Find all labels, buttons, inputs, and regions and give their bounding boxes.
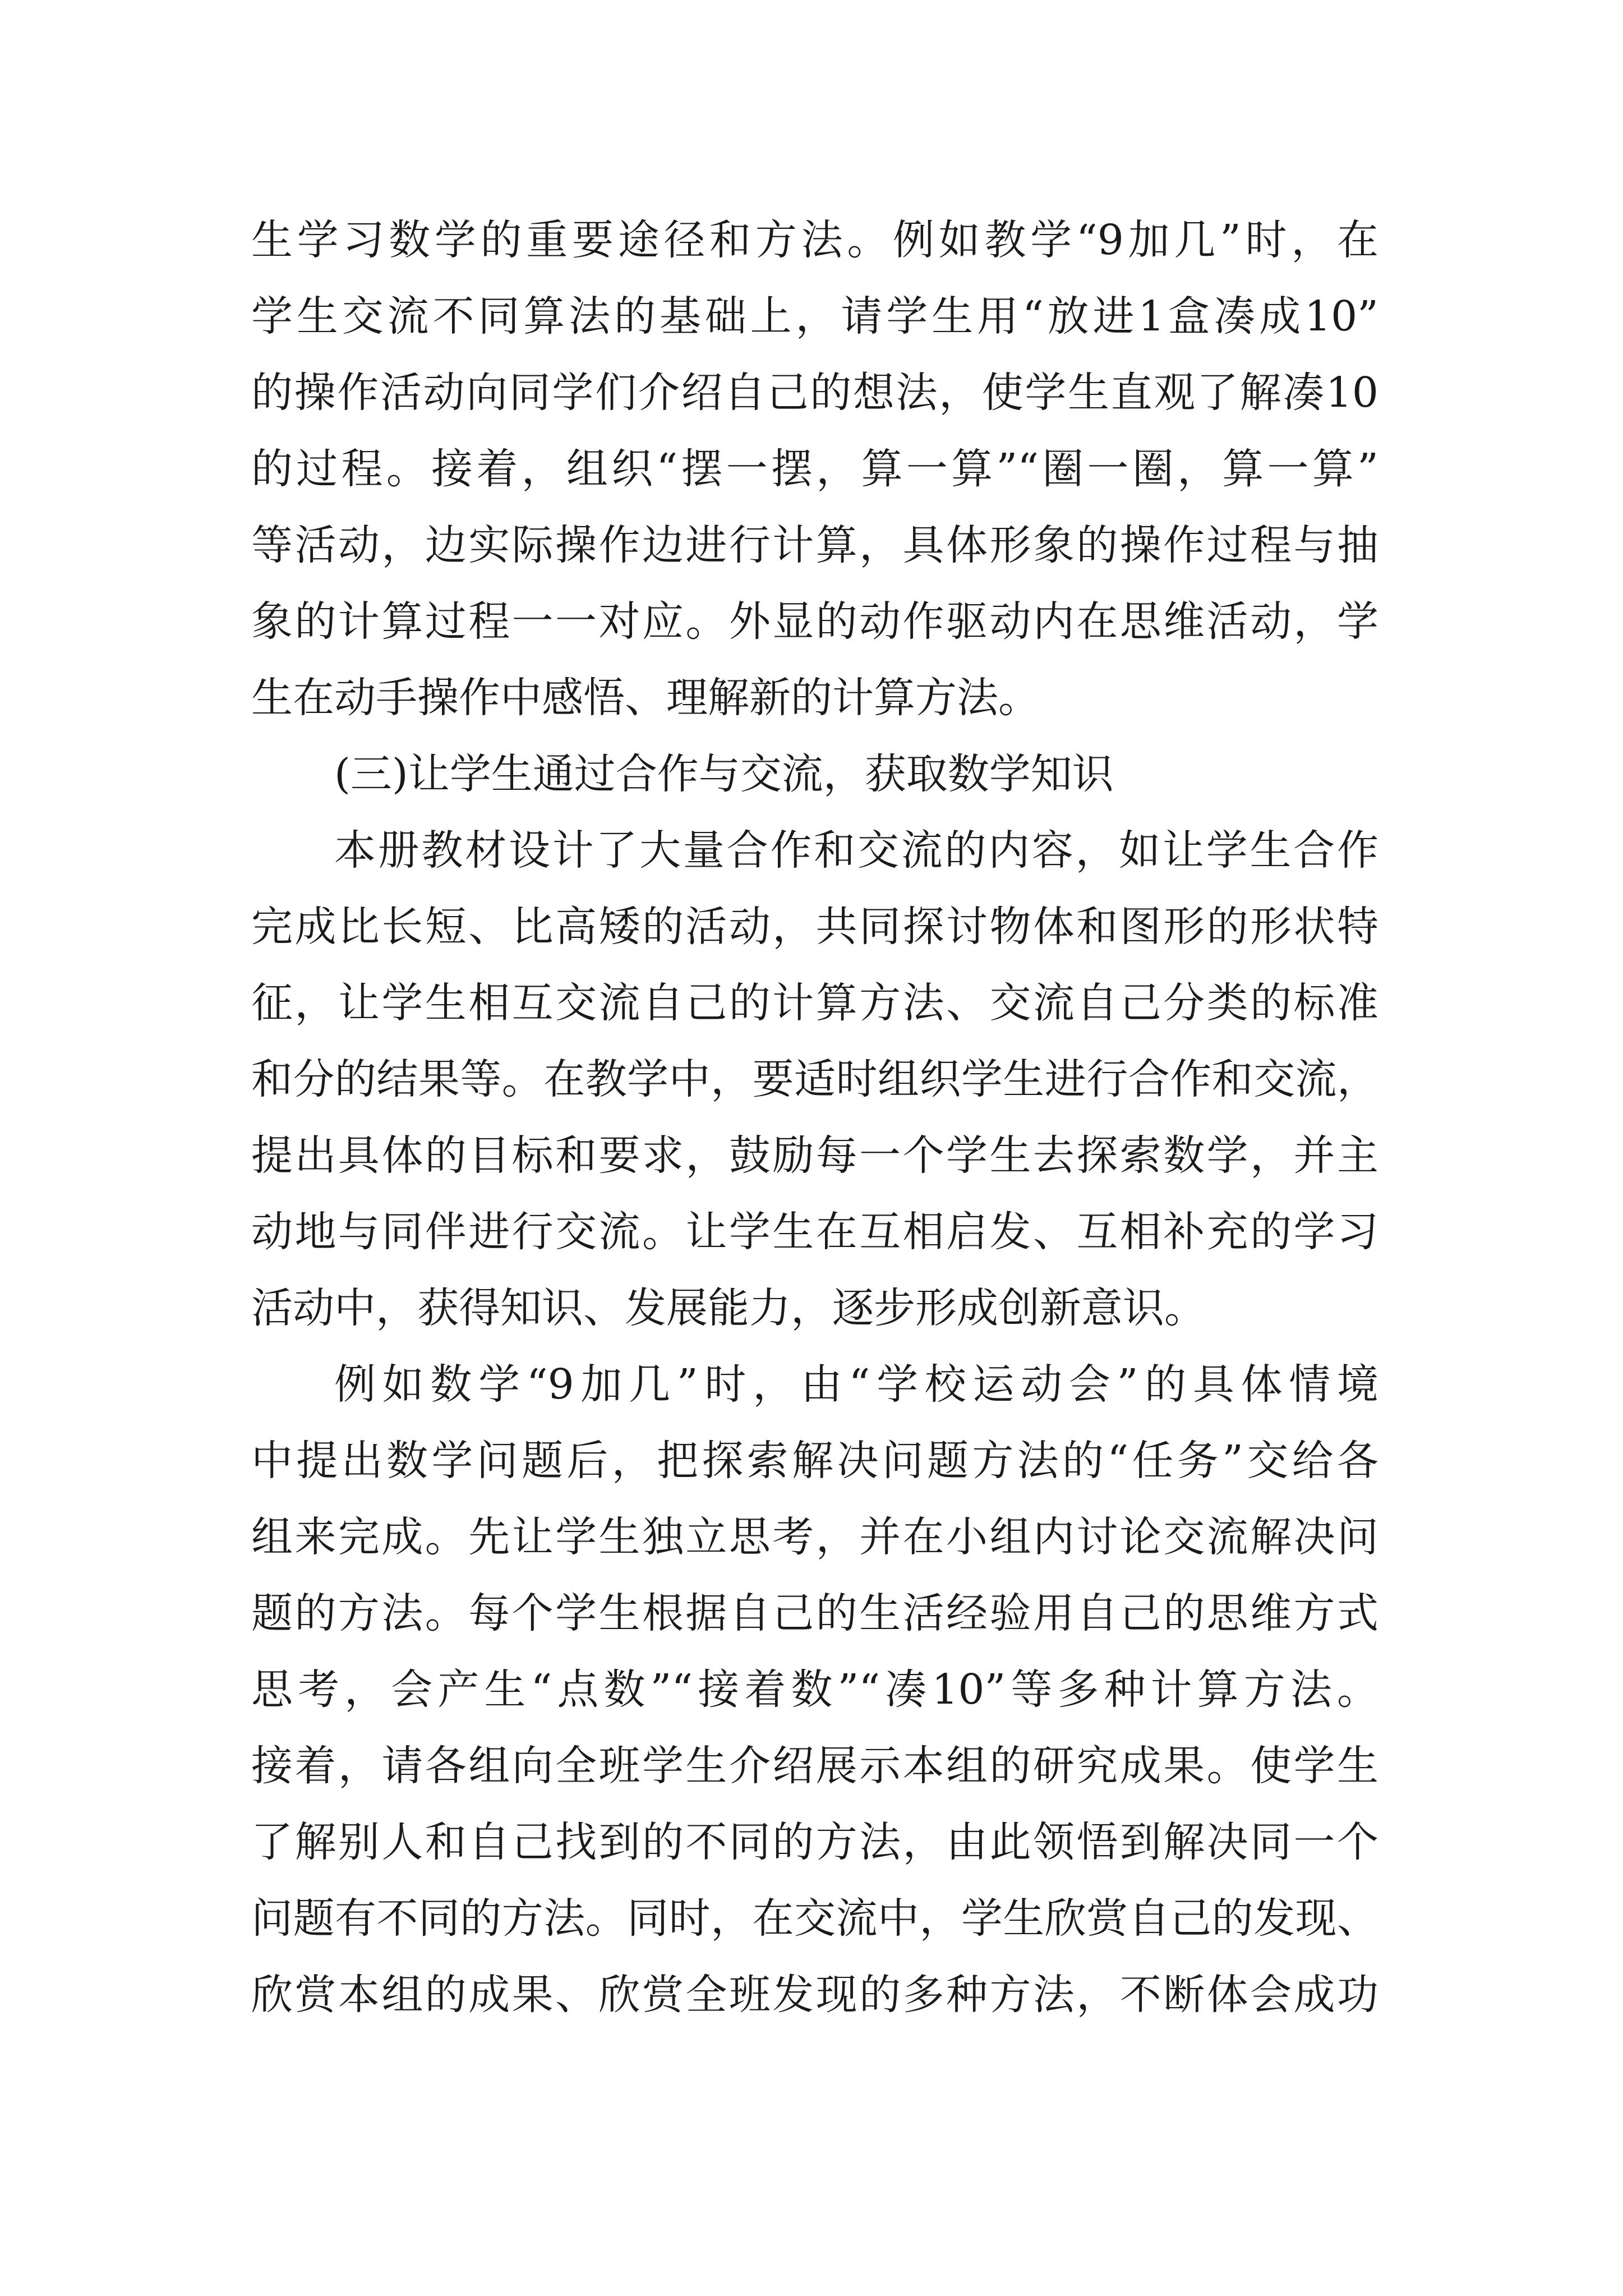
text-line: 例如数学“9加几”时，由“学校运动会”的具体情境 bbox=[334, 1360, 1378, 1409]
text-line: 题的方法。每个学生根据自己的生活经验用自己的思维方式 bbox=[251, 1589, 1378, 1637]
text-line: 思考，会产生“点数”“接着数”“凑10”等多种计算方法。 bbox=[251, 1665, 1378, 1714]
text-line: 完成比长短、比高矮的活动，共同探讨物体和图形的形状特 bbox=[251, 903, 1378, 951]
text-line: 欣赏本组的成果、欣赏全班发现的多种方法，不断体会成功 bbox=[251, 1971, 1378, 2019]
section-heading: (三)让学生通过合作与交流，获取数学知识 bbox=[334, 750, 1114, 798]
text-line: 问题有不同的方法。同时，在交流中，学生欣赏自己的发现、 bbox=[251, 1894, 1378, 1943]
text-line: 学生交流不同算法的基础上，请学生用“放进1盒凑成10” bbox=[251, 292, 1378, 341]
text-line: 生学习数学的重要途径和方法。例如教学“9加几”时，在 bbox=[251, 216, 1378, 264]
text-line: 本册教材设计了大量合作和交流的内容，如让学生合作 bbox=[334, 826, 1378, 875]
text-line: 组来完成。先让学生独立思考，并在小组内讨论交流解决问 bbox=[251, 1513, 1378, 1561]
text-line: 了解别人和自己找到的不同的方法，由此领悟到解决同一个 bbox=[251, 1818, 1378, 1866]
text-line: 的操作活动向同学们介绍自己的想法，使学生直观了解凑10 bbox=[251, 369, 1378, 417]
text-line: 征，让学生相互交流自己的计算方法、交流自己分类的标准 bbox=[251, 979, 1378, 1027]
text-line: 象的计算过程一一对应。外显的动作驱动内在思维活动，学 bbox=[251, 597, 1378, 646]
text-line: 提出具体的目标和要求，鼓励每一个学生去探索数学，并主 bbox=[251, 1131, 1378, 1180]
text-line: 中提出数学问题后，把探索解决问题方法的“任务”交给各 bbox=[251, 1437, 1378, 1485]
body-text bbox=[251, 202, 1378, 2033]
text-line: 动地与同伴进行交流。让学生在互相启发、互相补充的学习 bbox=[251, 1208, 1378, 1256]
text-line: 接着，请各组向全班学生介绍展示本组的研究成果。使学生 bbox=[251, 1742, 1378, 1790]
text-line: 和分的结果等。在教学中，要适时组织学生进行合作和交流， bbox=[251, 1055, 1378, 1103]
text-line: 活动中，获得知识、发展能力，逐步形成创新意识。 bbox=[251, 1284, 1206, 1332]
text-line: 的过程。接着，组织“摆一摆，算一算”“圈一圈，算一算” bbox=[251, 445, 1378, 493]
text-line: 等活动，边实际操作边进行计算，具体形象的操作过程与抽 bbox=[251, 521, 1378, 569]
text-line: 生在动手操作中感悟、理解新的计算方法。 bbox=[251, 674, 1040, 722]
